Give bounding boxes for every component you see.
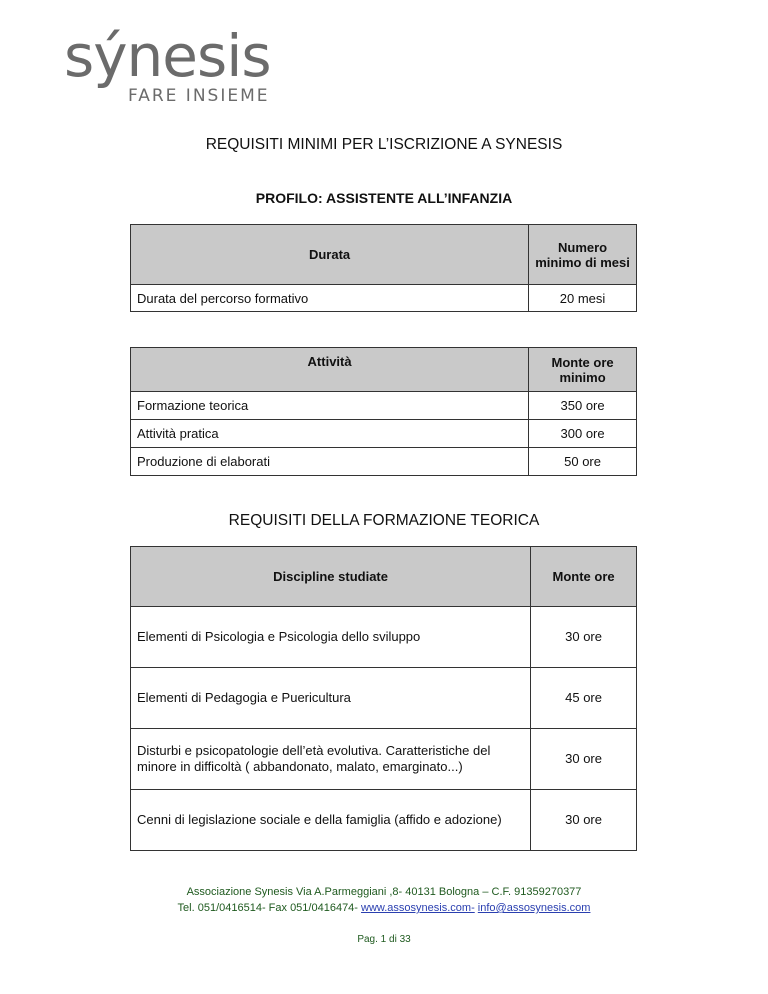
footer-address: Associazione Synesis Via A.Parmeggiani ,8- 40131 Bologna – C.F. 91359270377 xyxy=(186,886,582,898)
duration-table xyxy=(130,224,637,312)
table-row xyxy=(131,668,637,729)
table-row xyxy=(131,790,637,851)
table-cell: 45 ore xyxy=(531,668,637,729)
table-row xyxy=(131,448,637,476)
synesis-logo xyxy=(58,22,288,110)
column-header: Attività xyxy=(131,348,529,392)
column-header: Discipline studiate xyxy=(131,547,531,607)
document-title: REQUISITI MINIMI PER L’ISCRIZIONE A SYNESIS xyxy=(205,136,563,153)
table-cell: 350 ore xyxy=(529,392,637,420)
column-header: Durata xyxy=(131,225,529,285)
website-link[interactable]: www.assosynesis.com- xyxy=(361,902,475,914)
table-row xyxy=(131,729,637,790)
activity-table xyxy=(130,347,637,476)
column-header: Monte ore minimo xyxy=(529,348,637,392)
table-cell: 30 ore xyxy=(531,729,637,790)
table-row xyxy=(131,392,637,420)
table-cell: Attività pratica xyxy=(131,420,529,448)
disciplines-table xyxy=(130,546,637,851)
email-link[interactable]: info@assosynesis.com xyxy=(477,902,591,914)
table-cell: 20 mesi xyxy=(529,285,637,312)
section-title: REQUISITI DELLA FORMAZIONE TEORICA xyxy=(228,512,540,529)
table-cell: Elementi di Pedagogia e Puericultura xyxy=(131,668,531,729)
table-cell: Elementi di Psicologia e Psicologia dello sviluppo xyxy=(131,607,531,668)
table-row xyxy=(131,607,637,668)
table-cell: 300 ore xyxy=(529,420,637,448)
column-header: Monte ore xyxy=(531,547,637,607)
table-cell: 50 ore xyxy=(529,448,637,476)
footer-contacts xyxy=(0,902,768,914)
logo-tagline: FARE INSIEME xyxy=(128,86,270,106)
table-cell: Formazione teorica xyxy=(131,392,529,420)
table-cell: Disturbi e psicopatologie dell’età evolutiva. Caratteristiche del minore in difficoltà ( abbandonato, malato, emarginato...) xyxy=(131,729,531,790)
table-cell: Produzione di elaborati xyxy=(131,448,529,476)
page-number: Pag. 1 di 33 xyxy=(357,934,411,945)
table-row xyxy=(131,420,637,448)
table-cell: 30 ore xyxy=(531,790,637,851)
logo-wordmark: sýnesis xyxy=(64,22,271,90)
table-cell: 30 ore xyxy=(531,607,637,668)
table-cell: Cenni di legislazione sociale e della famiglia (affido e adozione) xyxy=(131,790,531,851)
table-row xyxy=(131,285,637,312)
footer-phone-fax: Tel. 051/0416514- Fax 051/0416474- xyxy=(177,902,362,914)
table-cell: Durata del percorso formativo xyxy=(131,285,529,312)
column-header: Numero minimo di mesi xyxy=(529,225,637,285)
profile-heading: PROFILO: ASSISTENTE ALL’INFANZIA xyxy=(255,190,513,206)
